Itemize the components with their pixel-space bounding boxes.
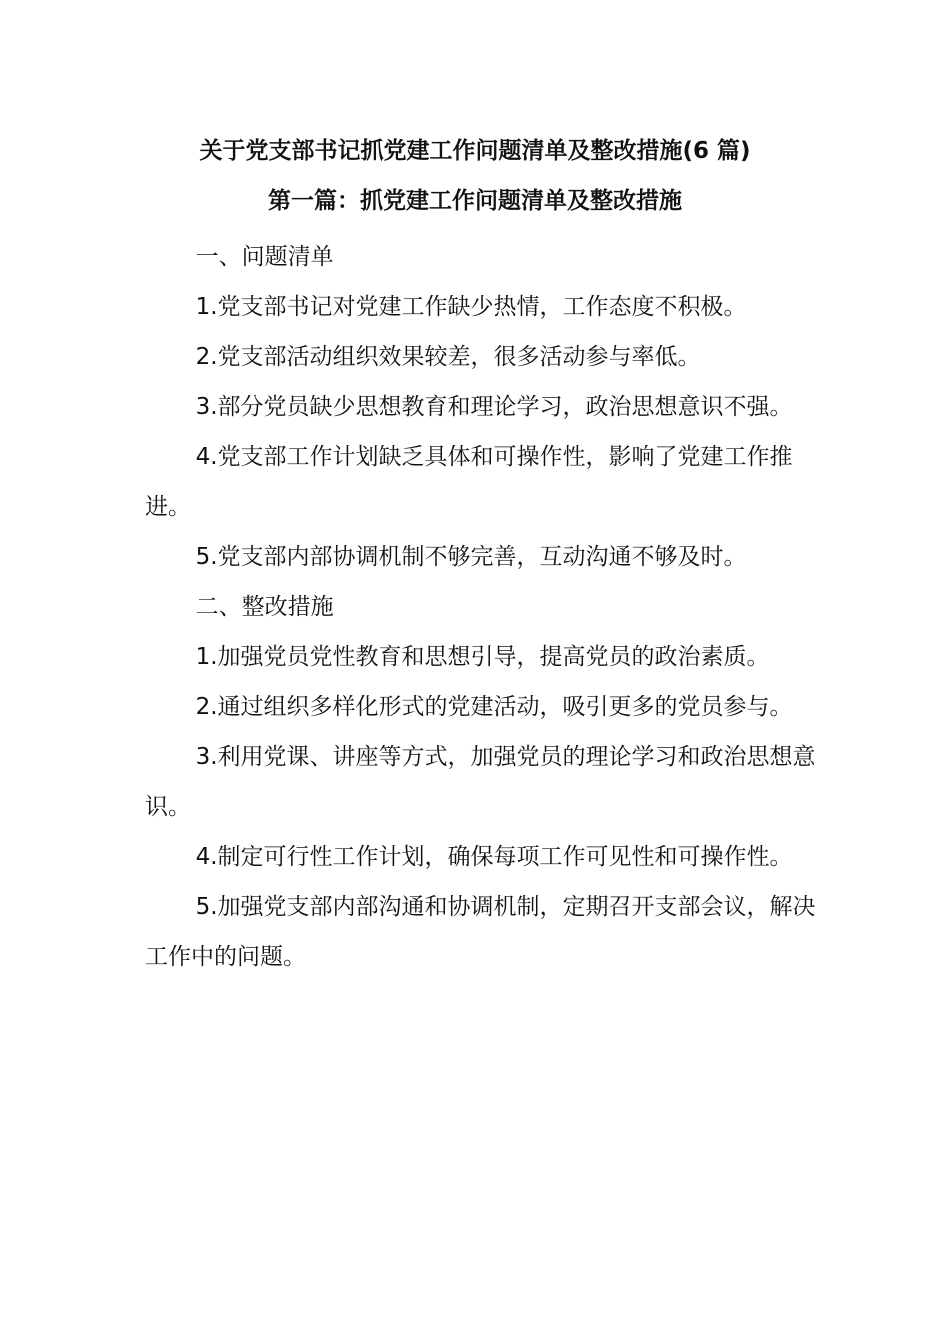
issue-item-5: 5.党支部内部协调机制不够完善，互动沟通不够及时。 (195, 544, 747, 570)
measure-item-5: 5.加强党支部内部沟通和协调机制，定期召开支部会议，解决工作中的问题。 (145, 894, 816, 970)
document-title: 关于党支部书记抓党建工作问题清单及整改措施(6 篇) (199, 138, 751, 164)
issue-item-4: 4.党支部工作计划缺乏具体和可操作性，影响了党建工作推进。 (145, 444, 793, 520)
document-subtitle: 第一篇：抓党建工作问题清单及整改措施 (268, 188, 682, 214)
measure-item-2: 2.通过组织多样化形式的党建活动，吸引更多的党员参与。 (195, 694, 793, 720)
issue-item-3: 3.部分党员缺少思想教育和理论学习，政治思想意识不强。 (195, 394, 793, 420)
measure-item-1: 1.加强党员党性教育和思想引导，提高党员的政治素质。 (195, 644, 770, 670)
measure-item-3: 3.利用党课、讲座等方式，加强党员的理论学习和政治思想意识。 (145, 744, 816, 820)
section-heading-issues: 一、问题清单 (195, 244, 334, 270)
issue-item-2: 2.党支部活动组织效果较差，很多活动参与率低。 (195, 344, 701, 370)
issue-item-1: 1.党支部书记对党建工作缺少热情，工作态度不积极。 (195, 294, 747, 320)
measure-item-4: 4.制定可行性工作计划，确保每项工作可见性和可操作性。 (195, 844, 793, 870)
document-body (145, 232, 835, 982)
section-heading-measures: 二、整改措施 (195, 594, 334, 620)
